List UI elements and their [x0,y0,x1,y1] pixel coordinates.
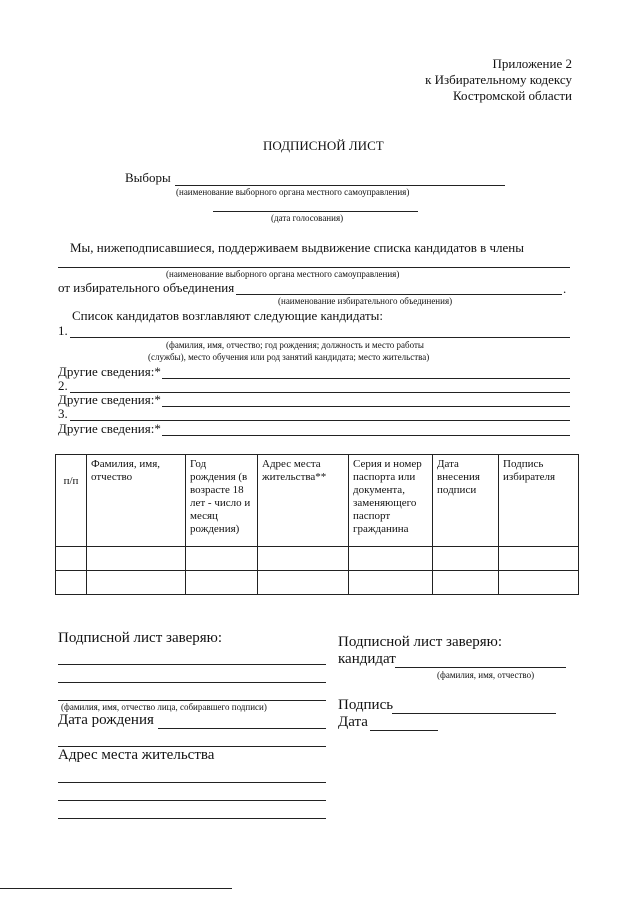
voting-date-line[interactable] [213,211,418,212]
table-cell[interactable] [499,547,579,571]
address-line-3[interactable] [58,818,326,819]
association-label: от избирательного объединения [58,280,235,295]
address-label: Адрес места жительства [58,747,215,763]
association-caption: (наименование избирательного объединения) [278,296,453,306]
certify-left-heading: Подписной лист заверяю: [58,630,223,646]
table-cell[interactable] [349,571,433,595]
candidate-caption: (фамилия, имя, отчество) [437,670,535,680]
page-title: ПОДПИСНОЙ ЛИСТ [263,138,384,153]
candidate-1-other-line[interactable] [162,378,570,379]
date-label: Дата [338,714,368,730]
col-number-header: п/п [56,455,87,547]
candidates-heading: Список кандидатов возглавляют следующие кандидаты: [72,308,383,323]
region-label: Костромской области [452,88,572,103]
table-cell[interactable] [87,571,186,595]
collector-line-2[interactable] [58,682,326,683]
candidate-3-other-label: Другие сведения:* [58,421,161,436]
signatures-table [55,454,579,595]
date-line[interactable] [370,730,438,731]
table-cell[interactable] [186,547,258,571]
birth-date-label: Дата рождения [58,712,154,728]
collector-line-3[interactable] [58,700,326,701]
elections-body-line[interactable] [175,185,505,186]
certify-right-heading: Подписной лист заверяю: [338,634,503,650]
candidate-2-other-line[interactable] [162,406,570,407]
table-cell[interactable] [258,571,349,595]
table-cell[interactable] [258,547,349,571]
table-cell[interactable] [433,547,499,571]
candidate-1-line[interactable] [70,337,570,338]
address-line-2[interactable] [58,800,326,801]
association-line[interactable] [236,294,562,295]
table-cell[interactable] [186,571,258,595]
candidate-1-number: 1. [58,323,68,338]
table-header-row [56,455,579,547]
code-label: к Избирательному кодексу [425,72,572,87]
candidate-3-other-line[interactable] [162,435,570,436]
elections-body-caption: (наименование выборного органа местного самоуправления) [176,187,410,197]
table-row [56,547,579,571]
voting-date-caption: (дата голосования) [271,213,344,223]
table-row [56,571,579,595]
collector-caption: (фамилия, имя, отчество лица, собиравшего подписи) [61,702,267,712]
table-cell[interactable] [87,547,186,571]
col-name-header: Фамилия, имя, отчество [87,455,186,547]
candidate-caption-2: (службы), место обучения или род занятий кандидата; место жительства) [148,352,430,362]
candidate-2-other-label: Другие сведения:* [58,392,161,407]
signature-label: Подпись [338,697,394,713]
signature-line[interactable] [392,713,556,714]
col-signature-header: Подпись избирателя [499,455,579,547]
candidate-3-number: 3. [58,406,68,421]
candidate-caption-1: (фамилия, имя, отчество; год рождения; должность и место работы [166,340,424,350]
col-passport-header: Серия и номер паспорта или документа, заменяющего паспорт гражданина [349,455,433,547]
col-address-header: Адрес места жительства** [258,455,349,547]
appendix-label: Приложение 2 [492,56,572,71]
candidate-name-line[interactable] [395,667,566,668]
table-cell[interactable] [56,571,87,595]
support-text: Мы, нижеподписавшиеся, поддерживаем выдвижение списка кандидатов в члены [70,240,524,255]
table-cell[interactable] [499,571,579,595]
candidate-2-number: 2. [58,378,68,393]
col-birth-header: Год рождения (в возрасте 18 лет - число и месяц рождения) [186,455,258,547]
collector-line-1[interactable] [58,664,326,665]
birth-date-line[interactable] [158,728,326,729]
footnote-separator [0,888,232,889]
support-body-line[interactable] [58,267,570,268]
support-body-caption: (наименование выборного органа местного самоуправления) [166,269,400,279]
col-date-header: Дата внесения подписи [433,455,499,547]
association-end: . [563,281,567,296]
elections-label: Выборы [125,170,171,185]
table-cell[interactable] [349,547,433,571]
candidate-label: кандидат [338,651,396,667]
candidate-1-other-label: Другие сведения:* [58,364,161,379]
table-cell[interactable] [433,571,499,595]
address-line-1[interactable] [58,782,326,783]
table-cell[interactable] [56,547,87,571]
